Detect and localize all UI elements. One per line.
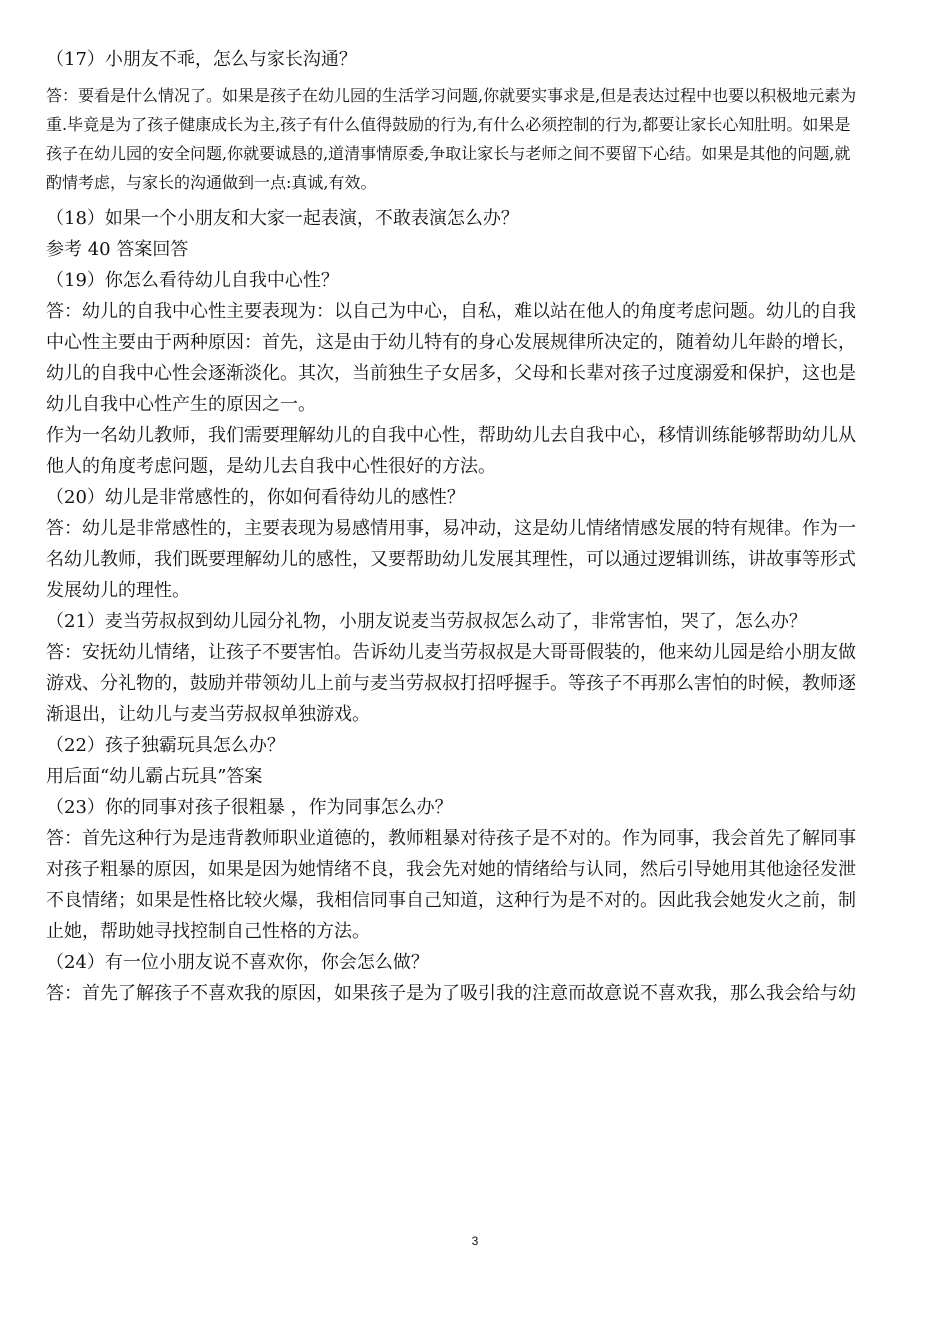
answer-17-line-3: 孩子在幼儿园的安全问题,你就要诚恳的,道清事情原委,争取让家长与老师之间不要留下心结。如果是其他的问题,就 (46, 144, 851, 163)
answer-17-line-2: 重.毕竟是为了孩子健康成长为主,孩子有什么值得鼓励的行为,有什么必须控制的行为,都要让家长心知肚明。如果是 (46, 115, 851, 134)
question-23-title: （23）你的同事对孩子很粗暴 ，作为同事怎么办？ (46, 797, 453, 818)
answer-22-line-1: 用后面“幼儿霸占玩具”答案 (46, 766, 263, 787)
answer-19-line-4: 幼儿自我中心性产生的原因之一。 (46, 394, 316, 415)
answer-23-line-2: 对孩子粗暴的原因，如果是因为她情绪不良，我会先对她的情绪给与认同，然后引导她用其他途径发泄 (46, 859, 856, 880)
answer-23-line-3: 不良情绪；如果是性格比较火爆，我相信同事自己知道，这种行为是不对的。因此我会她发火之前，制 (46, 890, 856, 911)
answer-19-line-3: 幼儿的自我中心性会逐渐淡化。其次，当前独生子女居多，父母和长辈对孩子过度溺爱和保护，这也是 (46, 363, 856, 384)
answer-19-line-5: 作为一名幼儿教师，我们需要理解幼儿的自我中心性，帮助幼儿去自我中心，移情训练能够帮助幼儿从 (46, 425, 856, 446)
answer-20-line-2: 名幼儿教师，我们既要理解幼儿的感性，又要帮助幼儿发展其理性，可以通过逻辑训练，讲故事等形式 (46, 549, 856, 570)
answer-17-line-4: 酌情考虑，与家长的沟通做到一点:真诚,有效。 (46, 173, 377, 192)
answer-24-line-1: 答：首先了解孩子不喜欢我的原因，如果孩子是为了吸引我的注意而故意说不喜欢我，那么我会给与幼 (46, 983, 856, 1004)
answer-20-line-3: 发展幼儿的理性。 (46, 580, 190, 601)
question-24-title: （24）有一位小朋友说不喜欢你，你会怎么做？ (46, 952, 429, 973)
question-20-title: （20）幼儿是非常感性的，你如何看待幼儿的感性？ (46, 487, 465, 508)
answer-23-line-4: 止她，帮助她寻找控制自己性格的方法。 (46, 921, 370, 942)
answer-21-line-1: 答：安抚幼儿情绪，让孩子不要害怕。告诉幼儿麦当劳叔叔是大哥哥假装的，他来幼儿园是给小朋友做 (46, 642, 856, 663)
answer-19-line-1: 答：幼儿的自我中心性主要表现为：以自己为中心，自私，难以站在他人的角度考虑问题。幼儿的自我 (46, 301, 856, 322)
answer-21-line-2: 游戏、分礼物的，鼓励并带领幼儿上前与麦当劳叔叔打招呼握手。等孩子不再那么害怕的时候，教师逐 (46, 673, 856, 694)
answer-21-line-3: 渐退出，让幼儿与麦当劳叔叔单独游戏。 (46, 704, 370, 725)
answer-18-line-1: 参考 40 答案回答 (46, 239, 189, 260)
page-number: 3 (471, 1234, 479, 1248)
answer-20-line-1: 答：幼儿是非常感性的，主要表现为易感情用事，易冲动，这是幼儿情绪情感发展的特有规律。作为一 (46, 518, 856, 539)
page-body (46, 44, 908, 1009)
answer-23-line-1: 答：首先这种行为是违背教师职业道德的，教师粗暴对待孩子是不对的。作为同事，我会首先了解同事 (46, 828, 856, 849)
question-18-title: （18）如果一个小朋友和大家一起表演，不敢表演怎么办？ (46, 208, 519, 229)
question-19-title: （19）你怎么看待幼儿自我中心性？ (46, 270, 339, 291)
answer-17-line-1: 答：要看是什么情况了。如果是孩子在幼儿园的生活学习问题,你就要实事求是,但是表达过程中也要以积极地元素为 (46, 86, 857, 105)
question-17-title: （17）小朋友不乖，怎么与家长沟通？ (46, 49, 357, 70)
answer-19-line-6: 他人的角度考虑问题，是幼儿去自我中心性很好的方法。 (46, 456, 496, 477)
question-22-title: （22）孩子独霸玩具怎么办？ (46, 735, 285, 756)
question-21-title: （21）麦当劳叔叔到幼儿园分礼物，小朋友说麦当劳叔叔怎么动了，非常害怕，哭了，怎么办？ (46, 611, 807, 632)
answer-19-line-2: 中心性主要由于两种原因：首先，这是由于幼儿特有的身心发展规律所决定的，随着幼儿年龄的增长， (46, 332, 856, 353)
